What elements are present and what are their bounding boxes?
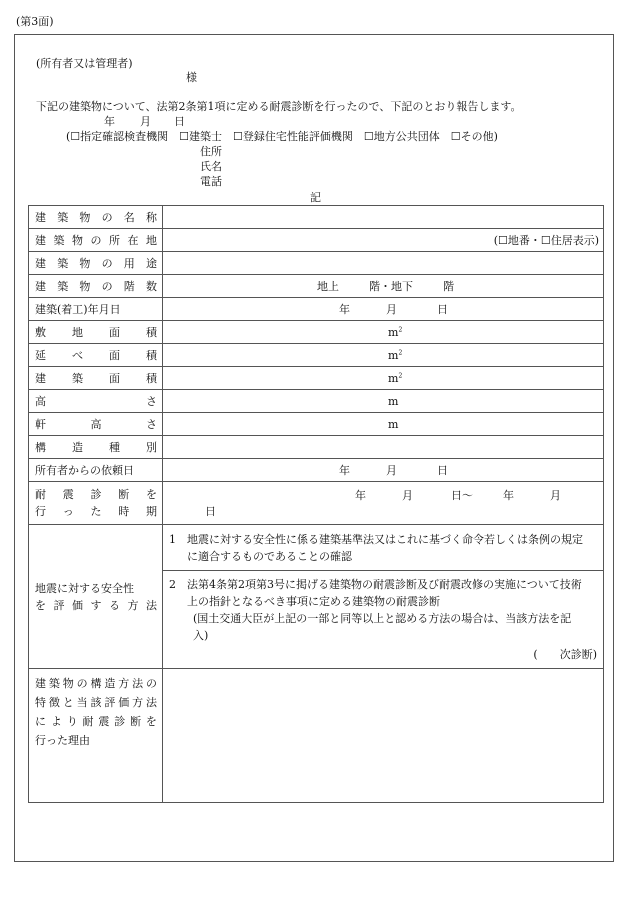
label-char: 特 (35, 696, 46, 709)
label-char: 数 (145, 280, 157, 293)
label-char: の (76, 677, 88, 690)
row-period (29, 482, 604, 525)
method-note (169, 610, 597, 644)
eaves-value: m (163, 413, 604, 436)
label-char: 構 (90, 677, 102, 690)
label-char: 名 (123, 211, 135, 224)
label-char: 称 (145, 211, 157, 224)
label-char: を (146, 488, 157, 501)
unit-sup: 2 (398, 325, 403, 333)
reporter-types: (☐指定確認検査機関 ☐建築士 ☐登録住宅性能評価機関 ☐地方公共団体 ☐その他) (66, 130, 498, 143)
label-char: 面 (109, 326, 120, 339)
label-text: 行った理由 (35, 734, 90, 747)
note-text: 入) (193, 628, 209, 642)
period-day-2: 日 (205, 505, 216, 518)
label-char: 別 (146, 441, 157, 454)
reporter-phone: 電話 (200, 175, 222, 188)
label-char: 建 (35, 211, 46, 224)
label-text (35, 674, 157, 693)
label-char: 築 (53, 234, 65, 247)
label-char: 積 (146, 372, 157, 385)
label-text (35, 347, 157, 363)
date-month: 月 (140, 115, 151, 128)
note-text: (国土交通大臣が上記の一部と同等以上と認める方法の場合は、当該方法を記 (193, 611, 572, 625)
label-text (35, 278, 157, 294)
label-char: っ (62, 505, 74, 518)
total-area-value (163, 344, 604, 367)
floors-value (163, 275, 604, 298)
label-char: 造 (72, 441, 83, 454)
built-year: 年 (339, 303, 350, 316)
label-char: 物 (79, 211, 91, 224)
addressee-label: (所有者又は管理者) (36, 57, 133, 70)
label-char: の (101, 257, 113, 270)
label-text (35, 439, 157, 455)
item-text: 上の指針となるべき事項に定める建築物の耐震診断 (187, 594, 440, 608)
floors-below: 階 (443, 280, 454, 293)
item-number: 2 (169, 577, 176, 591)
row-total-area (29, 344, 604, 367)
report-table (28, 205, 604, 803)
label-request: 所有者からの依頼日 (29, 459, 163, 482)
label-name (35, 209, 157, 225)
label-char: 積 (146, 349, 157, 362)
item-number: 1 (169, 532, 176, 546)
label-char: 所 (109, 234, 120, 247)
period-year-2: 年 (503, 489, 514, 502)
unit-sup: 2 (398, 348, 403, 356)
label-char: 在 (127, 234, 139, 247)
name-value (163, 206, 604, 229)
unit: m (388, 371, 399, 385)
label-char: 築 (57, 257, 69, 270)
method-item-1 (169, 531, 597, 565)
label-char: 耐 (82, 715, 94, 728)
label-char: よ (50, 715, 62, 728)
row-floors (29, 275, 604, 298)
reporter-name: 氏名 (200, 160, 222, 173)
label-char: に (35, 715, 46, 728)
label-char: 地 (146, 234, 157, 247)
label-char: 物 (72, 234, 83, 247)
label-char: の (101, 280, 113, 293)
label-char: 方 (118, 677, 130, 690)
label-char: 建 (35, 234, 46, 247)
period-day-1: 日〜 (451, 489, 473, 502)
method-divider (163, 570, 603, 571)
building-area-value (163, 367, 604, 390)
item-text: 法第4条第2項第3号に掲げる建築物の耐震診断及び耐震改修の実施について技術 (187, 577, 582, 591)
period-value (163, 482, 604, 525)
label-text: 地震に対する安全性 (35, 581, 134, 595)
label-char: 断 (130, 715, 142, 728)
label-char: 階 (123, 280, 135, 293)
label-char: 建 (35, 372, 46, 385)
addressee-honorific: 様 (186, 71, 197, 84)
method-value (163, 525, 604, 669)
label-char: 評 (104, 696, 116, 709)
label-char: と (62, 696, 74, 709)
item-text: 地震に対する安全性に係る建築基準法又はこれに基づく命令若しくは条例の規定 (187, 532, 583, 546)
label-char: 徴 (48, 696, 60, 709)
built-value (163, 298, 604, 321)
label-char: 法 (132, 677, 144, 690)
usage-value (163, 252, 604, 275)
label-char: 時 (118, 505, 130, 518)
label-char: す (90, 598, 102, 612)
label-char: を (35, 598, 46, 612)
label-char: 建 (35, 257, 46, 270)
label-char: 診 (90, 488, 102, 501)
label-char: 積 (146, 326, 157, 339)
label-char: 築 (72, 372, 83, 385)
period-month-1: 月 (402, 489, 413, 502)
floors-above: 地上 (317, 280, 339, 293)
label-char: 価 (72, 598, 83, 612)
label-char: 価 (118, 696, 130, 709)
row-method (29, 525, 604, 669)
label-char: 物 (79, 280, 91, 293)
label-char: 方 (127, 598, 139, 612)
label-text (35, 693, 157, 712)
intro-text: 下記の建築物について、法第2条第1項に定める耐震診断を行ったので、下記のとおり報告します。 (36, 100, 522, 113)
label-text (35, 232, 157, 248)
label-char: を (145, 715, 157, 728)
date-day: 日 (174, 115, 185, 128)
label-text (35, 597, 157, 614)
label-char: 断 (118, 488, 130, 501)
row-building-area (29, 367, 604, 390)
period-year-1: 年 (355, 489, 366, 502)
reporter-address: 住所 (200, 145, 222, 158)
row-structure (29, 436, 604, 459)
location-value: (☐地番・☐住居表示) (163, 229, 604, 252)
label-char: 期 (146, 505, 157, 518)
label-char: 診 (114, 715, 126, 728)
label-text (35, 712, 157, 731)
label-char: べ (72, 349, 83, 362)
site-area-value (163, 321, 604, 344)
label-char: 築 (57, 211, 69, 224)
label-char: た (90, 505, 102, 518)
label-char: の (101, 211, 113, 224)
label-char: 種 (109, 441, 120, 454)
label-char: 面 (109, 372, 120, 385)
row-usage (29, 252, 604, 275)
label-char: 耐 (35, 488, 46, 501)
label-text (35, 255, 157, 271)
label-char: 該 (90, 696, 102, 709)
row-height (29, 390, 604, 413)
label-char: 面 (109, 349, 120, 362)
label-char: る (109, 598, 120, 612)
request-year: 年 (339, 464, 350, 477)
row-site-area (29, 321, 604, 344)
label-char: 当 (76, 696, 88, 709)
label-reason (29, 669, 163, 803)
label-char: 築 (57, 280, 69, 293)
period-month-2: 月 (550, 489, 561, 502)
diagnosis-order: ( 次診断) (533, 647, 597, 661)
unit: m (388, 348, 399, 362)
label-text (35, 503, 157, 520)
label-char: 用 (123, 257, 135, 270)
label-char: 建 (35, 280, 46, 293)
height-value: m (163, 390, 604, 413)
row-built (29, 298, 604, 321)
label-char: 物 (79, 257, 91, 270)
label-char: 評 (53, 598, 65, 612)
reason-value (163, 669, 604, 803)
request-day: 日 (437, 464, 448, 477)
row-location (29, 229, 604, 252)
structure-value (163, 436, 604, 459)
label-char: 法 (146, 696, 157, 709)
label-char: 震 (98, 715, 110, 728)
label-char: さ (146, 418, 157, 431)
date-year: 年 (104, 115, 115, 128)
row-eaves (29, 413, 604, 436)
label-char: 造 (104, 677, 116, 690)
label-char: 法 (146, 598, 157, 612)
label-char: 構 (35, 441, 46, 454)
label-char: 物 (62, 677, 74, 690)
unit-sup: 2 (398, 371, 403, 379)
label-text (35, 370, 157, 386)
page-label: (第3面) (16, 15, 54, 28)
label-char: さ (146, 395, 157, 408)
label-char: 高 (90, 418, 102, 431)
label-char: の (90, 234, 102, 247)
method-item-2 (169, 576, 597, 610)
label-text (35, 324, 157, 340)
label-char: 行 (35, 505, 46, 518)
floors-mid: 階・地下 (369, 280, 413, 293)
request-value (163, 459, 604, 482)
label-text (35, 393, 157, 409)
label-char: 軒 (35, 418, 46, 431)
built-month: 月 (386, 303, 397, 316)
unit: m (388, 325, 399, 339)
label-char: 築 (48, 677, 60, 690)
row-name (29, 206, 604, 229)
label-char: り (66, 715, 78, 728)
row-request (29, 459, 604, 482)
label-built: 建築(着工)年月日 (29, 298, 163, 321)
label-char: 途 (145, 257, 157, 270)
ki-heading: 記 (310, 191, 321, 204)
request-month: 月 (386, 464, 397, 477)
item-text: に適合するものであることの確認 (187, 549, 352, 563)
label-char: 地 (72, 326, 83, 339)
label-char: 方 (132, 696, 144, 709)
label-text (35, 416, 157, 432)
row-reason (29, 669, 604, 803)
label-text (35, 486, 157, 503)
label-char: の (146, 677, 157, 690)
label-char: 延 (35, 349, 46, 362)
built-day: 日 (437, 303, 448, 316)
label-char: 震 (62, 488, 74, 501)
label-char: 建 (35, 677, 46, 690)
label-char: 高 (35, 395, 46, 408)
label-char: 敷 (35, 326, 46, 339)
